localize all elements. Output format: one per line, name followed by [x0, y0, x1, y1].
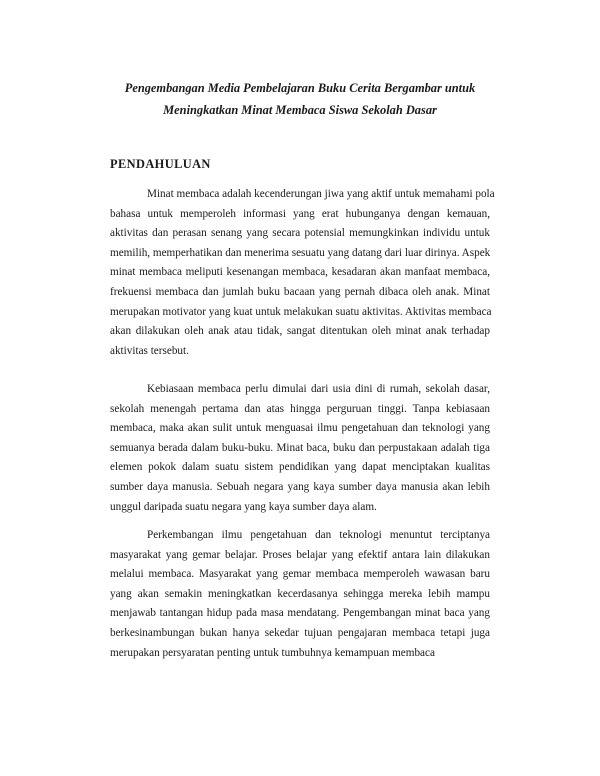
- paragraph-line: merupakan motivator yang kuat untuk melakukan suatu aktivitas. Aktivitas membaca: [110, 305, 492, 318]
- paragraph-line: masyarakat yang gemar belajar. Proses belajar yang efektif antara lain dilakukan: [110, 548, 490, 561]
- paragraph-line: Perkembangan ilmu pengetahuan dan teknologi menuntut terciptanya: [147, 529, 490, 541]
- section-heading: PENDAHULUAN: [110, 157, 211, 171]
- paragraph-line: akan dilakukan oleh anak atau tidak, sangat ditentukan oleh minat anak terhadap: [110, 325, 490, 338]
- paragraph-line: elemen pokok dalam suatu sistem pendidikan yang dapat menciptakan kualitas: [110, 461, 490, 474]
- paragraph-line: Minat membaca adalah kecenderungan jiwa yang aktif untuk memahami pola: [147, 188, 495, 200]
- paragraph-line: memilih, memperhatikan dan menerima sesuatu yang datang dari luar dirinya. Aspek: [110, 246, 491, 259]
- paragraph-line: membaca, maka akan sulit untuk menguasai ilmu pengetahuan dan teknologi yang: [110, 422, 490, 435]
- paragraph-line: frekuensi membaca dan jumlah buku bacaan yang pernah dibaca oleh anak. Minat: [110, 286, 490, 298]
- paragraph-line: minat membaca meliputi kesenangan membaca, kesadaran akan manfaat membaca,: [110, 266, 490, 279]
- paragraph-line: bahasa untuk memperoleh informasi yang erat hubunganya dengan kemauan,: [110, 207, 490, 220]
- paragraph-line: berkesinambungan bukan hanya sekedar tujuan pengajaran membaca tetapi juga: [110, 627, 490, 639]
- document-title: [0, 77, 600, 121]
- paragraph-line: sumber daya manusia. Sebuah negara yang kaya sumber daya manusia akan lebih: [110, 481, 490, 493]
- paragraph-line: aktivitas dan perasan senang yang secara potensial memungkinkan individu untuk: [110, 227, 490, 240]
- paragraph-line: semuanya berada dalam buku-buku. Minat baca, buku dan perpustakaan adalah tiga: [110, 441, 490, 454]
- title-line: Meningkatkan Minat Membaca Siswa Sekolah Dasar: [163, 103, 437, 117]
- paragraph-line: sekolah menengah pertama dan atas hingga perguruan tinggi. Tanpa kebiasaan: [110, 402, 490, 415]
- paragraph-line: yang akan semakin meningkatkan kecerdasanya sehingga mereka lebih mampu: [110, 587, 490, 600]
- paragraph-line: Kebiasaan membaca perlu dimulai dari usia dini di rumah, sekolah dasar,: [147, 383, 490, 395]
- title-line: Pengembangan Media Pembelajaran Buku Cerita Bergambar untuk: [124, 81, 476, 95]
- paragraph-line: merupakan persyaratan penting untuk tumbuhnya kemampuan membaca: [110, 646, 435, 659]
- paragraph-line: unggul daripada suatu negara yang kaya sumber daya alam.: [110, 500, 377, 513]
- paragraph-line: menjawab tantangan hidup pada masa mendatang. Pengembangan minat baca yang: [110, 607, 490, 620]
- paragraph-line: melalui membaca. Masyarakat yang gemar membaca memperoleh wawasan baru: [110, 568, 490, 581]
- paragraph-line: aktivitas tersebut.: [110, 344, 189, 357]
